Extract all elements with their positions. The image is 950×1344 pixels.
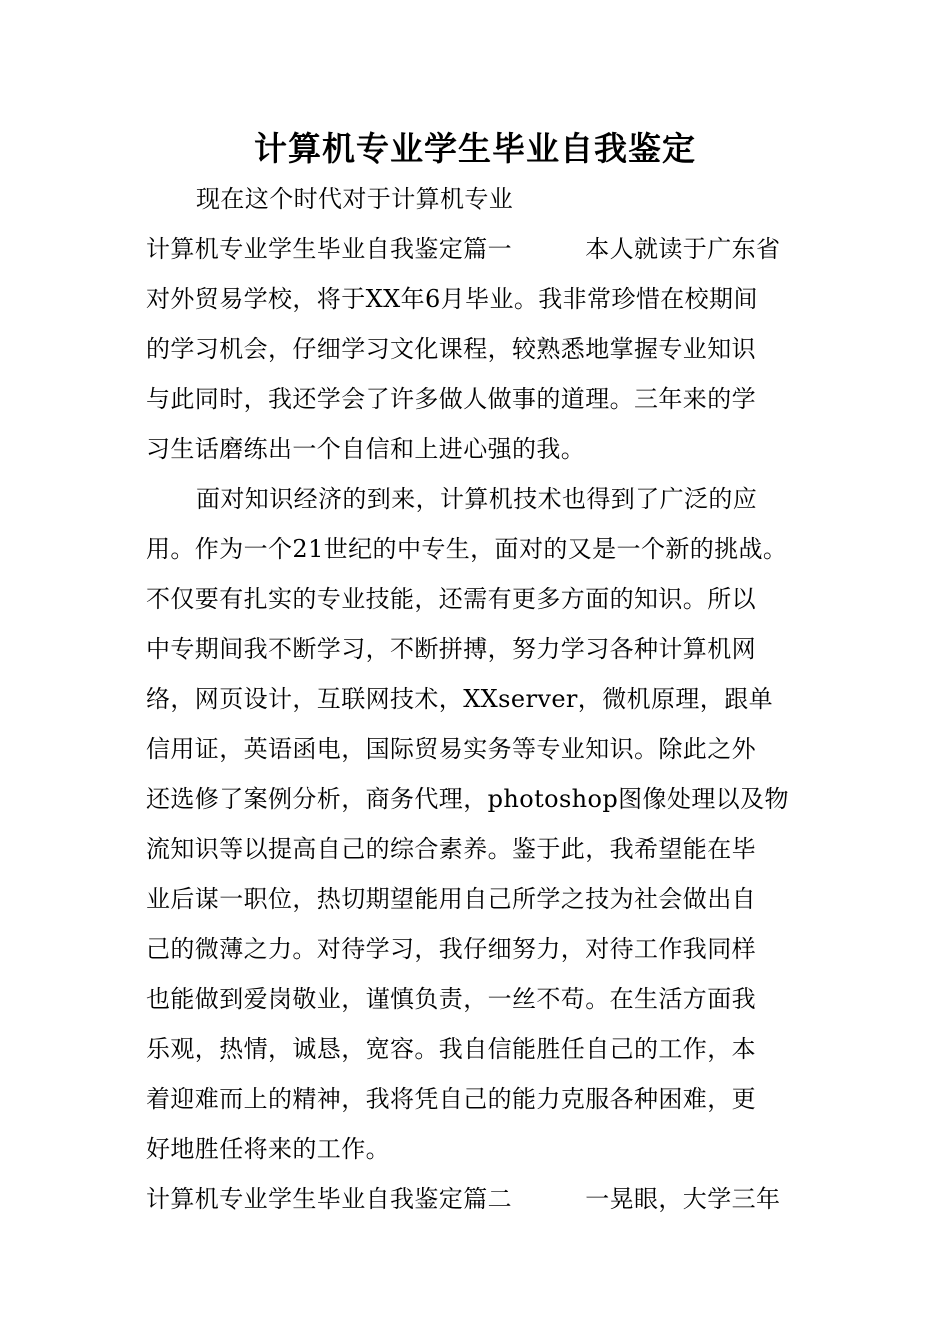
text-line: 着迎难而上的精神，我将凭自己的能力克服各种困难，更 <box>146 1085 756 1113</box>
text-line: 乐观，热情，诚恳，宽容。我自信能胜任自己的工作，本 <box>146 1035 756 1063</box>
text-line: 面对知识经济的到来，计算机技术也得到了广泛的应 <box>196 485 758 513</box>
text-line: 也能做到爱岗敬业，谨慎负责，一丝不苟。在生活方面我 <box>146 985 756 1013</box>
text-line: 计算机专业学生毕业自我鉴定篇二 一晃眼，大学三年 <box>146 1185 781 1213</box>
text-line: 信用证，英语函电，国际贸易实务等专业知识。除此之外 <box>146 735 756 763</box>
text-line: 用。作为一个21世纪的中专生，面对的又是一个新的挑战。 <box>146 535 788 563</box>
text-line: 对外贸易学校，将于XX年6月毕业。我非常珍惜在校期间 <box>146 285 758 313</box>
text-line: 己的微薄之力。对待学习，我仔细努力，对待工作我同样 <box>146 935 756 963</box>
text-line: 不仅要有扎实的专业技能，还需有更多方面的知识。所以 <box>146 585 756 613</box>
intro-line: 现在这个时代对于计算机专业 <box>196 185 514 213</box>
text-line: 习生话磨练出一个自信和上进心强的我。 <box>146 435 586 463</box>
text-line: 与此同时，我还学会了许多做人做事的道理。三年来的学 <box>146 385 756 413</box>
document-title: 计算机专业学生毕业自我鉴定 <box>254 129 696 168</box>
text-line: 业后谋一职位，热切期望能用自己所学之技为社会做出自 <box>146 885 756 913</box>
text-line: 好地胜任将来的工作。 <box>146 1135 390 1163</box>
text-line: 流知识等以提高自己的综合素养。鉴于此，我希望能在毕 <box>146 835 756 863</box>
text-line: 的学习机会，仔细学习文化课程，较熟悉地掌握专业知识 <box>146 335 756 363</box>
text-line: 还选修了案例分析，商务代理，photoshop图像处理以及物 <box>146 785 789 813</box>
text-line: 络，网页设计，互联网技术，XXserver，微机原理，跟单 <box>146 685 773 713</box>
text-line: 中专期间我不断学习，不断拼搏，努力学习各种计算机网 <box>146 635 756 663</box>
text-line: 计算机专业学生毕业自我鉴定篇一 本人就读于广东省 <box>146 235 781 263</box>
